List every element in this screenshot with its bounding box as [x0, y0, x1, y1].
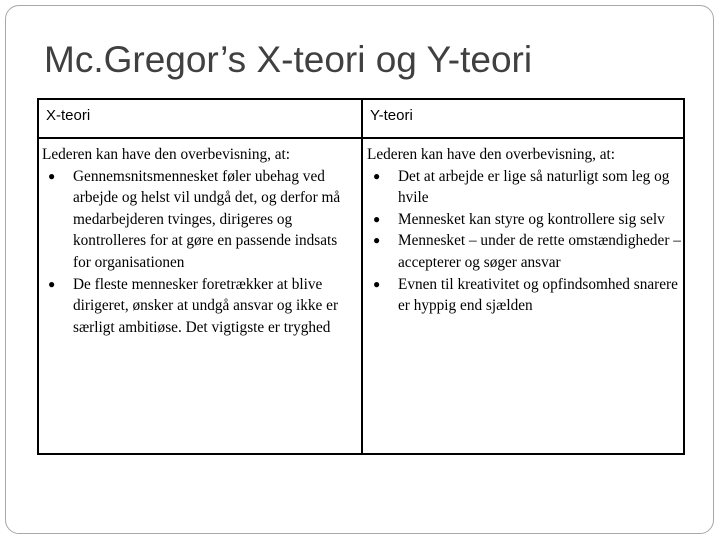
y-teori-bullet-text: Mennesket – under de rette omstændigheder – accepterer og søger ansvar	[398, 232, 681, 271]
x-teori-intro: Lederen kan have den overbevisning, at:	[42, 146, 291, 163]
bullet-dot-icon: ●	[48, 276, 56, 291]
header-divider	[39, 137, 683, 139]
y-teori-intro: Lederen kan have den overbevisning, at:	[367, 146, 616, 163]
bullet-dot-icon: ●	[373, 276, 381, 291]
list-item	[367, 230, 681, 273]
y-teori-bullet-text: Det at arbejde er lige så naturligt som leg og hvile	[398, 167, 670, 207]
x-teori-bullet-text: Gennemsnitsmennesket føler ubehag ved arbejde og helst vil undgå det, og derfor må medarbejderen tvinges, dirigeres og kontrolleres for at gøre en passende indsats for organisationen	[73, 167, 341, 271]
bullet-dot-icon: ●	[48, 168, 56, 183]
list-item	[367, 166, 681, 209]
y-teori-list	[367, 166, 681, 317]
header-y-teori: Y-teori	[370, 107, 413, 124]
comparison-table	[37, 98, 685, 455]
header-x-teori: X-teori	[46, 107, 91, 124]
y-teori-bullet-text: Mennesket kan styre og kontrollere sig selv	[398, 210, 665, 228]
list-item	[42, 166, 358, 274]
list-item	[367, 274, 681, 317]
bullet-dot-icon: ●	[373, 233, 381, 248]
bullet-dot-icon: ●	[373, 211, 381, 226]
y-teori-bullet-text: Evnen til kreativitet og opfindsomhed snarere er hyppig end sjælden	[398, 275, 678, 315]
column-divider	[361, 100, 363, 453]
slide-title: Mc.Gregor’s X-teori og Y-teori	[44, 39, 533, 80]
x-teori-bullet-text: De fleste mennesker foretrækker at blive dirigeret, ønsker at undgå ansvar og ikke er særligt ambitiøse. Det vigtigste er tryghed	[73, 275, 339, 336]
x-teori-cell	[42, 144, 358, 338]
x-teori-list	[42, 166, 358, 339]
y-teori-cell	[367, 144, 681, 317]
list-item	[42, 274, 358, 339]
list-item	[367, 209, 681, 231]
bullet-dot-icon: ●	[373, 168, 381, 183]
